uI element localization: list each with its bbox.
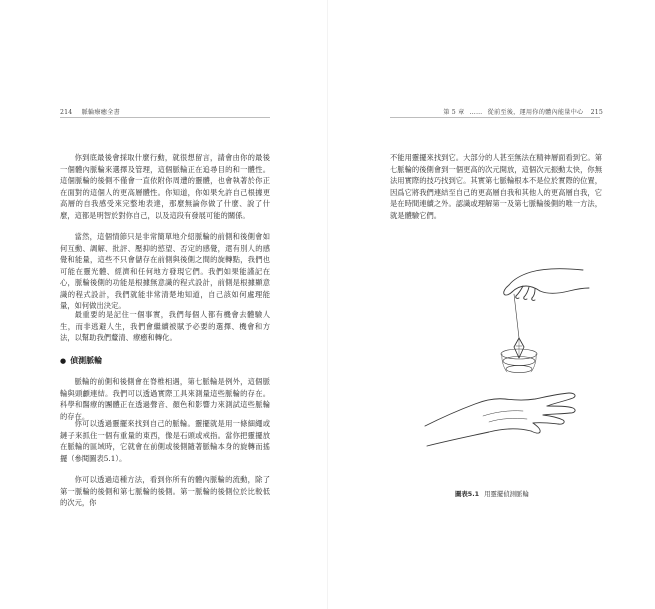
section-heading [60,355,102,366]
right-header-rule [390,117,600,118]
body-paragraph: 你到底最後會採取什麼行動，就很想留言，請會由你的最後一個體內脈輪來選擇及管理，這個脈輪正在追尋目的和一體性。這個脈輪的後側不僅會一直依附你周遭的靈體，也會執著於你正在面對的這個人的更高層體性。你知道，你如果允許自己根據更高層的自我感受來完整地表達，那麼無論你做了什麼、說了什麼，這都是明智於對你自己，以及這段有發展可能的關係。 [60,153,270,220]
pendulum-illustration [423,258,593,473]
chapter-number: 第 5 章 [443,109,465,116]
left-header-rule [60,117,270,118]
bullet-icon: ● [60,357,67,365]
chapter-title: 從前至後，運用你的體內能量中心 [487,109,584,116]
right-page [328,0,655,609]
left-page-number: 214 [60,109,73,116]
body-paragraph: 你可以透過靈擺來找到自己的脈輪。靈擺就是用一條細繩或鏈子來抓住一個有重量的東西，像是石頭或戒指。當你把靈擺放在脈輪的區域時，它就會在前側或後側隨著脈輪本身的旋轉而搖擺（參閱圖表5.1）。 [60,419,270,463]
body-paragraph: 脈輪的前側和後側會在脊椎相遇，第七脈輪是例外，這個脈輪與頭顱連結。我們可以透過實際工具來測量這些脈輪的存在。科學和醫療的團體正在透過聲音、顏色和影響力來測試這些脈輪的存在。 [60,377,270,421]
body-paragraph: 不能用靈擺來找到它。大部分的人甚至無法在精神層面看到它。第七脈輪的後側會到一個更高的次元開放，這個次元振動太快，你無法用實際的技巧找到它。其實第七脈輪根本不是位於實際的位置，因爲它將我們連結至自己的更高層自我和其他人的更高層自我，它是在時間連續之外。認識或理解第一及第七脈輪後側的唯一方法，就是體驗它們。 [390,153,602,220]
section-heading-text: 偵測脈輪 [70,356,103,365]
left-running-head [60,107,120,116]
right-page-number: 215 [590,109,603,116]
right-running-head [443,107,603,116]
figure-caption-text: 用靈擺偵測脈輪 [484,490,529,498]
figure-caption [455,489,529,498]
figure-label: 圖表5.1 [455,490,480,498]
body-paragraph: 當然，這個情節只是非常簡單地介紹脈輪的前側和後側會如何互動、調解、批評、壓抑的慾望、否定的感覺，還有別人的感覺和能量，這些不只會儲存在前側與後側之間的旋轉點，我們也可能在靈光體、經濟和任何地方發現它們。我們如果能謹記在心，脈輪後側的功能是根據無意識的程式設計，前側是根據顯意識的程式設計，我們就能非常清楚地知道，自己該如何處理能量，如何做出決定。 [60,232,270,310]
left-page [0,0,327,609]
body-paragraph: 最重要的是記住一個事實，我們每個人都有機會去體驗人生，而非逃避人生，我們會繼續被賦予必要的選擇、機會和方法，以幫助我們釐清、療癒和轉化。 [60,310,270,342]
body-paragraph: 你可以透過這種方法，看到你所有的體內脈輪的流動，除了第一脈輪的後側和第七脈輪的後側。第一脈輪的後側位於比較低的次元，你 [60,475,270,507]
chapter-ellipsis: …… [469,109,483,116]
book-title: 脈輪療癒全書 [81,109,120,116]
